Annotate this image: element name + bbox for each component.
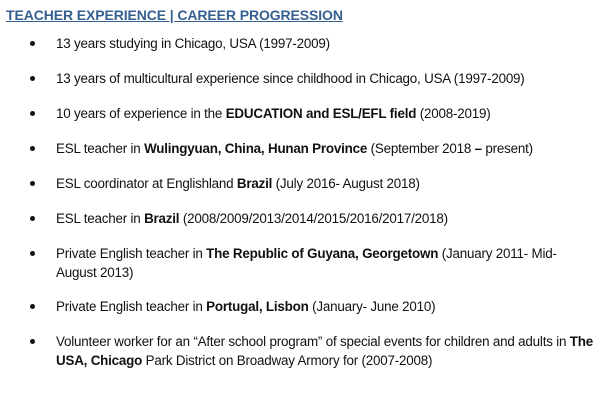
item-text-bold: EDUCATION and ESL/EFL field — [225, 106, 417, 121]
list-item — [6, 209, 600, 228]
item-text: ESL teacher in — [56, 141, 145, 156]
bullet-icon — [30, 181, 35, 186]
item-text-bold: The Republic of Guyana, Georgetown — [206, 246, 439, 261]
item-text-bold: Brazil — [236, 176, 273, 191]
item-text: ESL teacher in — [56, 211, 145, 226]
item-text: (July 2016- August 2018) — [272, 176, 420, 191]
list-item — [6, 69, 600, 88]
list-item — [6, 104, 600, 123]
item-text: ESL coordinator at Englishland — [56, 176, 237, 191]
item-text-bold: Portugal, Lisbon — [206, 299, 309, 314]
item-text: present) — [481, 141, 533, 156]
item-text: (September 2018 — [367, 141, 475, 156]
list-item — [6, 332, 600, 370]
list-item — [6, 174, 600, 193]
bullet-icon — [30, 304, 35, 309]
bullet-icon — [30, 339, 35, 344]
bullet-icon — [30, 146, 35, 151]
list-item — [6, 139, 600, 158]
list-item — [6, 297, 600, 316]
item-text-bold: Brazil — [144, 211, 180, 226]
item-text: 13 years of multicultural experience since childhood in Chicago, USA (1997-2009) — [56, 71, 525, 86]
item-text: (January 2011- Mid-August 2013) — [56, 246, 557, 280]
bullet-icon — [30, 41, 35, 46]
section-heading: TEACHER EXPERIENCE | CAREER PROGRESSION — [6, 7, 343, 23]
bullet-icon — [30, 216, 35, 221]
item-text: Private English teacher in — [56, 299, 207, 314]
item-text: 10 years of experience in the — [56, 106, 226, 121]
bullet-icon — [30, 76, 35, 81]
item-text: Volunteer worker for an “After school program” of special events for children and adults in — [56, 334, 570, 349]
item-text-bold: Wulingyuan, China, Hunan Province — [144, 141, 368, 156]
item-text: (January- June 2010) — [308, 299, 436, 314]
experience-list — [6, 34, 600, 370]
item-text: (2008/2009/2013/2014/2015/2016/2017/2018) — [179, 211, 448, 226]
bullet-icon — [30, 251, 35, 256]
item-text-bold: The USA, Chicago — [56, 334, 593, 368]
item-text: 13 years studying in Chicago, USA (1997-2009) — [56, 36, 330, 51]
list-item — [6, 34, 600, 53]
list-item — [6, 244, 600, 282]
item-text: Park District on Broadway Armory for (2007-2008) — [142, 353, 433, 368]
item-text-bold: – — [474, 141, 482, 156]
item-text: (2008-2019) — [416, 106, 491, 121]
bullet-icon — [30, 111, 35, 116]
item-text: Private English teacher in — [56, 246, 207, 261]
